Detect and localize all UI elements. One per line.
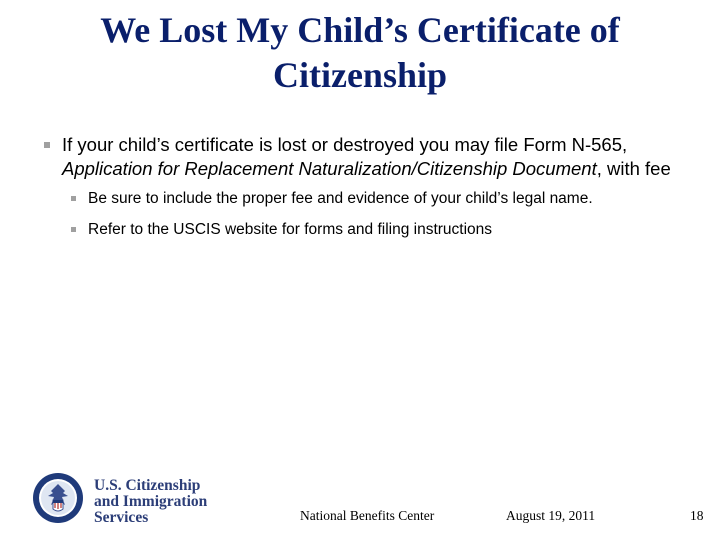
bullet-text-end: , with fee [596, 158, 671, 179]
bullet-text-italic: Application for Replacement Naturalization/Citizenship Document [62, 158, 597, 179]
footer-center-text: National Benefits Center [300, 508, 435, 523]
bullet-item [44, 133, 694, 181]
logo-line-3: Services [94, 509, 149, 526]
bullet-text: If your child’s certificate is lost or destroyed you may file Form N-565, [62, 134, 628, 155]
slide-title-line-1: We Lost My Child’s Certificate of [100, 10, 620, 50]
sub-bullet-item [66, 220, 694, 240]
logo-wordmark [94, 478, 207, 526]
slide-title-line-2: Citizenship [272, 55, 448, 95]
logo-line-2: and Immigration [94, 493, 208, 510]
sub-bullet-text: Be sure to include the proper fee and evidence of your child’s legal name. [88, 190, 593, 207]
sub-bullet-marker [71, 196, 76, 201]
sub-bullet-marker [71, 227, 76, 232]
sub-bullet-text: Refer to the USCIS website for forms and filing instructions [88, 221, 493, 238]
logo-line-1: U.S. Citizenship [94, 477, 201, 494]
dhs-seal-icon [32, 472, 84, 524]
slide-number: 18 [690, 508, 704, 523]
bullet-marker [44, 142, 50, 148]
sub-bullet-list [66, 189, 694, 240]
slide-title [40, 8, 680, 98]
bullet-list [44, 133, 694, 251]
uscis-logo [32, 469, 222, 527]
sub-bullet-item [66, 189, 694, 209]
footer-date: August 19, 2011 [506, 508, 596, 523]
